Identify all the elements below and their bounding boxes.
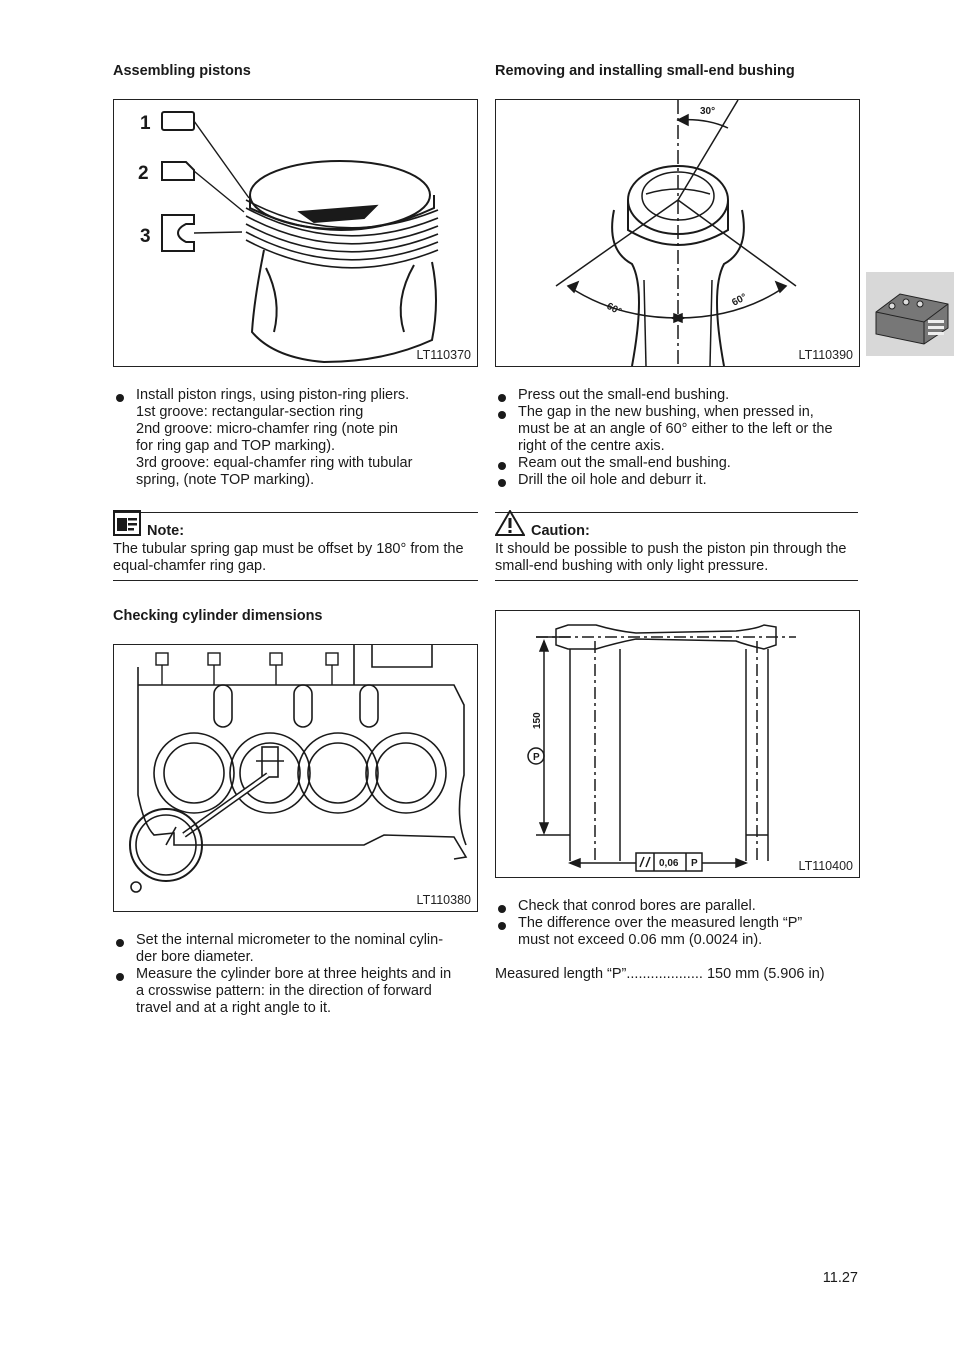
figure-small-end-bushing: [495, 99, 860, 367]
cylinder-block-drawing: [114, 645, 477, 911]
tolerance-value: 0,06: [659, 858, 679, 869]
page-number: 11.27: [822, 1270, 858, 1286]
list-item: Check that conrod bores are parallel.: [495, 898, 860, 915]
note-text: The tubular spring gap must be offset by 180° from the equal-chamfer ring gap.: [113, 541, 464, 574]
list-item: Install piston rings, using piston-ring pliers. 1st groove: rectangular-section ring 2nd groove: micro-chamfer ring (note pin for ring gap and TOP marking). 3rd groove: equal-chamfer ring with tubular spring, (note TOP marking).: [113, 387, 478, 489]
conrod-dimension-drawing: [496, 611, 859, 877]
figure-code: LT110400: [798, 859, 853, 873]
list-item: Drill the oil hole and deburr it.: [495, 472, 860, 489]
angle-label-60-right: 60°: [730, 291, 749, 309]
list-item: Ream out the small-end bushing.: [495, 455, 860, 472]
list-item: The difference over the measured length “P” must not exceed 0.06 mm (0.0024 in).: [495, 915, 860, 949]
spec-leader: ...................: [626, 966, 703, 982]
length-symbol-p: P: [533, 752, 540, 763]
conrod-instructions: [495, 898, 860, 949]
list-item: The gap in the new bushing, when pressed in, must be at an angle of 60° either to the left or the right of the centre axis.: [495, 404, 860, 455]
bushing-instructions: [495, 387, 860, 489]
note-icon: [113, 510, 141, 541]
caution-title: Caution:: [531, 523, 590, 539]
figure-code: LT110370: [416, 348, 471, 362]
tolerance-reference-p: P: [691, 858, 698, 869]
piston-instructions: [113, 387, 478, 489]
figure-cylinder-measuring: [113, 644, 478, 912]
measured-length-spec: [495, 966, 825, 982]
conrod-small-end-drawing: [496, 100, 859, 366]
length-label-150: 150: [532, 712, 543, 729]
ring-label-1: 1: [140, 113, 151, 134]
list-item: Set the internal micrometer to the nominal cylin- der bore diameter.: [113, 932, 478, 966]
ring-profile-rectangular: [162, 112, 194, 130]
figure-conrod-parallel: [495, 610, 860, 878]
spec-label: Measured length “P”: [495, 966, 627, 982]
heading-assembling-pistons: Assembling pistons: [113, 63, 251, 79]
ring-label-3: 3: [140, 226, 151, 247]
figure-code: LT110390: [798, 348, 853, 362]
chapter-thumb-tab: [866, 272, 954, 356]
heading-small-end-bushing: Removing and installing small-end bushing: [495, 63, 795, 79]
ring-label-2: 2: [138, 163, 149, 184]
figure-code: LT110380: [416, 893, 471, 907]
cylinder-instructions: [113, 932, 478, 1017]
angle-label-30: 30°: [700, 106, 716, 117]
ring-profile-micro-chamfer: [162, 162, 194, 180]
angle-label-60-left: 60°: [604, 300, 624, 318]
note-box: [113, 512, 478, 581]
caution-box: [495, 512, 858, 581]
heading-cylinder-dimensions: Checking cylinder dimensions: [113, 608, 323, 624]
list-item: Measure the cylinder bore at three heights and in a crosswise pattern: in the direction of forward travel and at a right angle to it.: [113, 966, 478, 1017]
ring-profile-equal-chamfer: [162, 215, 194, 251]
figure-piston-rings: [113, 99, 478, 367]
engine-icon: [866, 272, 954, 356]
list-item: Press out the small-end bushing.: [495, 387, 860, 404]
caution-text: It should be possible to push the piston pin through the small-end bushing with only light pressure.: [495, 541, 847, 574]
note-title: Note:: [147, 523, 185, 539]
piston-drawing: [114, 100, 477, 366]
warning-triangle-icon: [495, 510, 525, 541]
spec-value: 150 mm (5.906 in): [706, 966, 825, 982]
